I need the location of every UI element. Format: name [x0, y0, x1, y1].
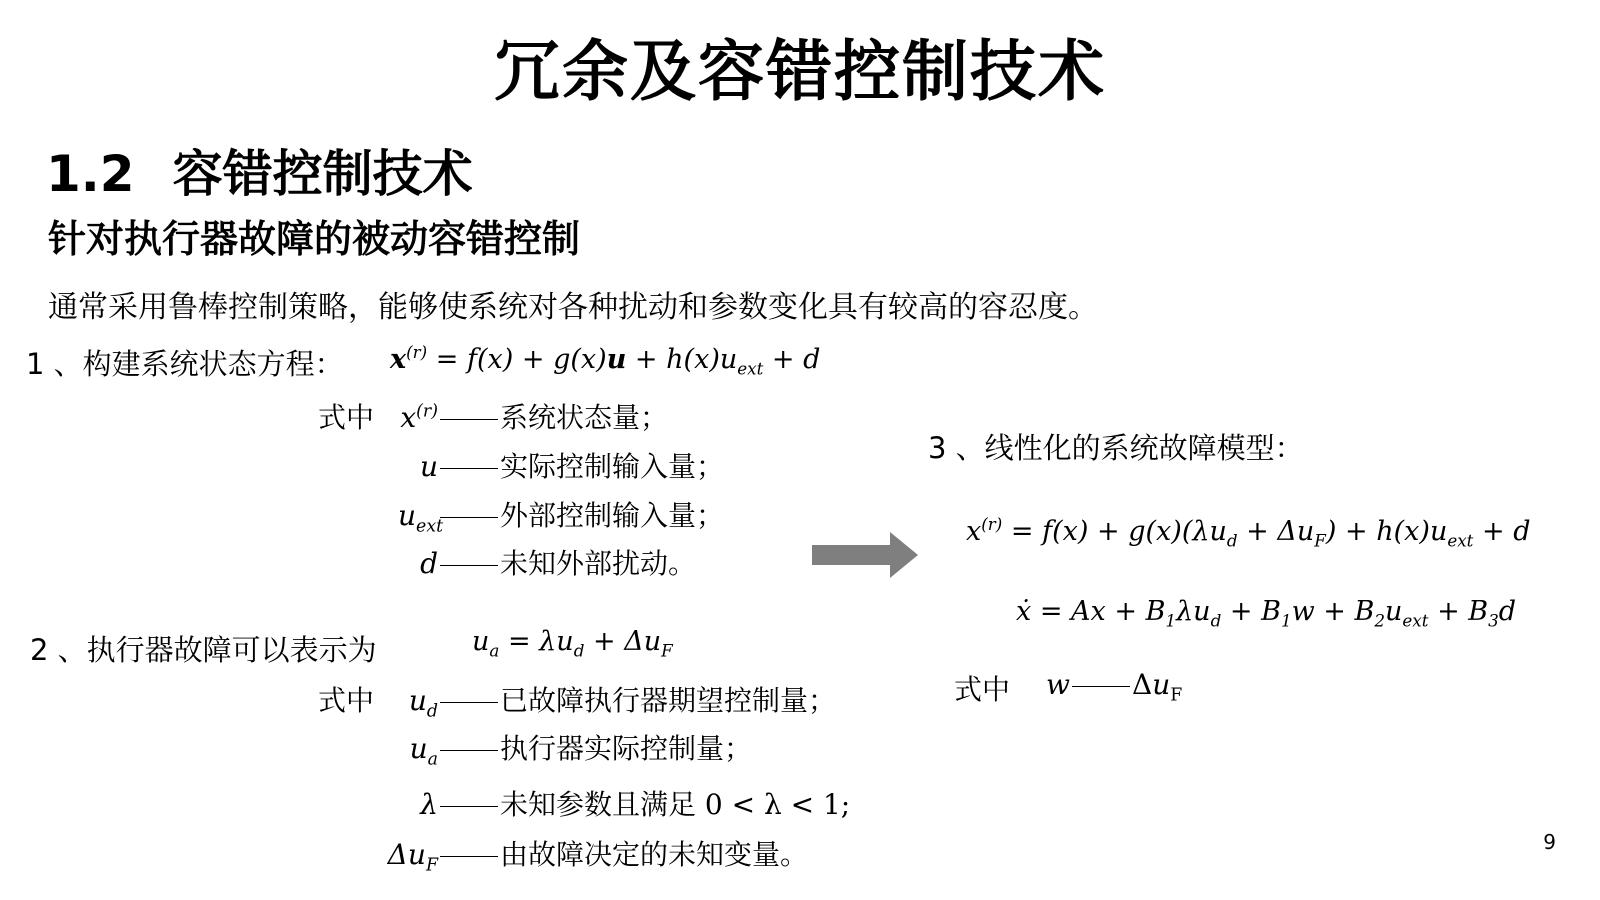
- item2-def-row: λ 未知参数且满足 0 < λ < 1;: [420, 788, 851, 821]
- intro-text: 通常采用鲁棒控制策略，能够使系统对各种扰动和参数变化具有较高的容忍度。: [48, 290, 1098, 325]
- item2-where-label: 式中: [318, 684, 375, 717]
- item2-def-text: 执行器实际控制量；: [500, 732, 753, 765]
- item1-def-row: d 未知外部扰动。: [420, 547, 697, 580]
- item2-def-text: 由故障决定的未知变量。: [500, 838, 809, 871]
- item1-where-label: 式中: [318, 401, 375, 434]
- item1-equation: $x^{(r)} = f(x) + g(x)u + h(x)u_{ext} + d$: [390, 342, 821, 379]
- item1-label: 1 、构建系统状态方程：: [26, 347, 344, 381]
- item1-def-row: $u_{ext}$ 外部控制输入量；: [398, 499, 725, 537]
- item2-def-row: $u_d$ 已故障执行器期望控制量；: [408, 684, 837, 722]
- section-number: 1.2: [46, 145, 135, 203]
- section-title: 容错控制技术: [172, 145, 473, 203]
- item1-def-text: 系统状态量；: [500, 401, 669, 434]
- item2-def-row: $\Delta u_F$ 由故障决定的未知变量。: [387, 838, 809, 876]
- item3-where-label: 式中: [954, 673, 1011, 706]
- item1-def-row: u 实际控制输入量；: [419, 450, 725, 483]
- item3-label: 3 、线性化的系统故障模型：: [928, 431, 1304, 465]
- item1-def-text: 未知外部扰动。: [500, 547, 697, 580]
- item2-def-text: 未知参数且满足 0 < λ < 1;: [500, 788, 851, 821]
- item2-def-text: 已故障执行器期望控制量；: [500, 684, 837, 717]
- item2-equation: $u_a = \lambda u_d + \Delta u_F$: [472, 626, 673, 661]
- item1-def-text: 实际控制输入量；: [500, 450, 725, 483]
- item3-equation1: $x^{(r)} = f(x) + g(x)(\lambda u_d + \Delta u_F) + h(x)u_{ext} + d$: [966, 514, 1531, 551]
- subtitle: 针对执行器故障的被动容错控制: [48, 217, 581, 261]
- slide-title: 冗余及容错控制技术: [494, 33, 1106, 110]
- item3-def-row: w $\Delta u_F$: [1046, 668, 1183, 706]
- item2-label: 2 、执行器故障可以表示为: [30, 633, 377, 667]
- right-arrow-icon: [812, 530, 920, 584]
- section-heading: [46, 134, 473, 206]
- item1-def-row: $x^{(r)}$ 系统状态量；: [400, 401, 669, 434]
- item3-equation2: ẋ = $Ax + B_1\lambda u_d + B_1w + B_2u_{ext} + B_3d$: [1016, 596, 1517, 631]
- item2-def-row: $u_a$ 执行器实际控制量；: [409, 732, 753, 770]
- item1-def-text: 外部控制输入量；: [500, 499, 725, 532]
- page-number: 9: [1543, 830, 1556, 854]
